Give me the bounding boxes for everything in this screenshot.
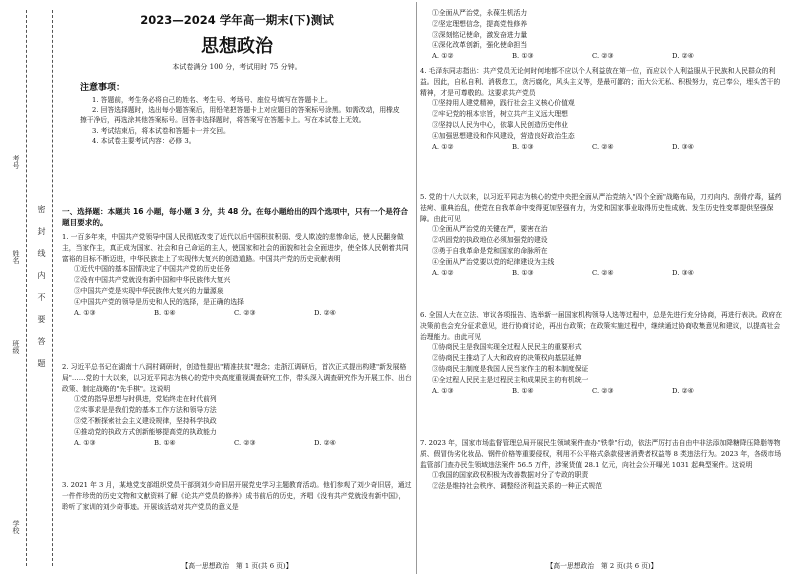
question-stem: 2. 习近平总书记在湖南十八洞村调研时，创造性提出"精准扶贫"理念；走浙江调研后，首次正式提出构建"新发展格局"……党的十大以来，以习近平同志为核心的党中央高度重视调查研究工作，带头深入调查研究作为开展工作、出台政策、制定战略的"先手棋"。这说明 xyxy=(62,363,412,393)
question-option: ④深化改革创新，强化使命担当 xyxy=(432,41,528,50)
question-option: ④全过程人民民主是过程民主和成果民主的有机统一 xyxy=(432,375,589,384)
question-option: ④加强思想建设和作风建设，营造良好政治生态 xyxy=(432,131,575,140)
question-stem: 3. 2021 年 3 月，某地党支部组织党员干部到刘少奇旧居开展党史学习主题教育活动。他们参观了刘少奇旧居，通过一件件珍贵的历史文物和文献资料了解《论共产党员的修养》成书前后的历史，齐唱《没有共产党就没有新中国》，聆听了家训的刘少奇事迹。开展该活动对共产党员的意义是 xyxy=(62,481,412,511)
answer-choice: B. ①③ xyxy=(512,52,534,61)
question-stem: 1. 一百多年来，中国共产党领导中国人民彻底改变了近代以后中国积贫积弱、受人欺凌的悲惨命运，使人民翻身做主，当家作主，真正成为国家、社会和自己命运的主人，使国家和社会的面貌和社会全面进步，使全体人民朝着共同富裕的目标不断迈进，中华民族走上了实现伟大复兴的创造道路。中国共产党的历史贡献表明 xyxy=(62,233,409,263)
question-option: ②法是维持社会秩序、调整经济利益关系的一种正式规范 xyxy=(432,482,602,491)
answer-choice: A. ①② xyxy=(432,52,454,61)
question-option: ③勇于自我革命是党和国家的命脉所在 xyxy=(432,246,548,255)
binding-label-name: 姓名 xyxy=(12,250,20,264)
answer-choice: D. ②④ xyxy=(672,52,694,61)
answer-choice: B. ①④ xyxy=(154,308,176,317)
question-option: ③坚持以人民为中心，依靠人民创造历史伟业 xyxy=(432,120,568,129)
notice-item: 3. 考试结束后，将本试卷和答题卡一并交回。 xyxy=(92,126,230,135)
answer-choice: C. ②④ xyxy=(592,268,614,277)
answer-choice: A. ①② xyxy=(432,142,454,151)
question-option: ①近代中国的基本国情决定了中国共产党的历史任务 xyxy=(74,265,231,274)
binding-label-school: 学校 xyxy=(12,520,20,534)
question-option: ④推动党的执政方式创新能够提高党的执政能力 xyxy=(74,427,217,436)
question-stem: 6. 全国人大在立法、审议各项报告、选举新一届国家机构领导人选等过程中，总是先进行充分协商，再进行表决。政府在决策前也会充分征求意见，进行协商讨论，再出台政策；在政策实施过程中，继续通过协商收集意见和建议，以提高社会治理能力。由此可见 xyxy=(420,311,783,341)
answer-choice: C. ②④ xyxy=(592,142,614,151)
exam-title: 2023—2024 学年高一期末(下)测试 xyxy=(140,13,334,27)
answer-choice: B. ①④ xyxy=(154,438,176,447)
question-5 xyxy=(420,192,784,278)
notice-item: 2. 回答选择题时，选出每小题答案后，用铅笔把答题卡上对应题目的答案标号涂黑。如需改动，用橡皮擦干净后，再选涂其他答案标号。回答非选择题时，将答案写在答题卡上。写在本试卷上无效。 xyxy=(80,106,400,125)
question-option: ③协商民主制度是我国人民当家作主的根本制度保证 xyxy=(432,364,589,373)
answer-choice: B. ①③ xyxy=(512,142,534,151)
question-option: ②实事求是是我们党的基本工作方法和领导方法 xyxy=(74,406,217,415)
question-option: ①党的指导思想与时俱进，党始终走在时代前列 xyxy=(74,395,217,404)
seal-warning: 密封线内不要答题 xyxy=(37,205,46,381)
notice-item: 4. 本试卷主要考试内容：必修 3。 xyxy=(92,136,196,145)
question-1 xyxy=(62,232,412,318)
answer-choice: C. ②③ xyxy=(592,386,614,395)
question-option: ④全面从严治党要以党的纪律建设为主线 xyxy=(432,257,555,266)
answer-choices xyxy=(420,386,784,397)
answer-choice: C. ②③ xyxy=(234,438,256,447)
page-footer: 【高一思想政治 第 2 页(共 6 页)】 xyxy=(546,562,658,570)
page-1 xyxy=(62,0,412,576)
question-stem: 5. 党的十八大以来，以习近平同志为核心的党中央把全面从严治党纳入"四个全面"战略布局，刀刃向内、刮骨疗毒，猛药祛疴、重典治乱，使党在自我革命中变得更加坚强有力，为党和国家事业取得历史性成就、发生历史性变革提供坚强保障。由此可见 xyxy=(420,193,782,223)
answer-choices xyxy=(420,51,784,62)
answer-choice: C. ②③ xyxy=(234,308,256,317)
question-option: ②坚定理想信念，提高党性修养 xyxy=(432,19,528,28)
answer-choices xyxy=(420,142,784,153)
page-footer: 【高一思想政治 第 1 页(共 6 页)】 xyxy=(181,562,293,570)
answer-choice: D. ②④ xyxy=(314,308,336,317)
page-divider xyxy=(416,2,417,574)
answer-choice: A. ①② xyxy=(432,268,454,277)
question-option: ①全面从严治党的关键在严，要害在治 xyxy=(432,225,548,234)
answer-choice: A. ①③ xyxy=(74,438,96,447)
notice-item: 1. 答题前，考生务必将自己的姓名、考生号、考场号、座位号填写在答题卡上。 xyxy=(92,96,332,104)
seal-line-outer xyxy=(26,10,27,566)
answer-choices xyxy=(420,268,784,279)
answer-choice: C. ②③ xyxy=(592,52,614,61)
question-option: ①我国的国家政权积极为改善数据对分了专政的职责 xyxy=(432,471,589,480)
question-6 xyxy=(420,310,784,396)
answer-choice: A. ①③ xyxy=(432,386,454,395)
answer-choice: D. ③④ xyxy=(672,142,694,151)
question-3-options xyxy=(420,8,784,62)
question-option: ③深刻铭记使命，激发奋进力量 xyxy=(432,30,528,39)
question-option: ①坚持用人建党精神，践行社会主义核心价值观 xyxy=(432,99,575,108)
question-stem: 4. 毛泽东同志指出：共产党员无论何时何地都不应以个人利益放在第一位，而应以个人利益服从于民族和人民群众的利益。因此，自私自利、消极怠工，贪污腐化，风头主义等，是最可鄙的；而大公无私、积极努力，克己奉公，埋头苦干的精神，才是可尊敬的。这要求共产党员 xyxy=(420,67,781,97)
answer-choice: D. ②④ xyxy=(672,386,694,395)
question-option: ①全面从严治党，永葆生机活力 xyxy=(432,9,528,17)
section-heading: 一、选择题：本题共 16 小题，每小题 3 分，共 48 分。在每小题给出的四个选项中，只有一个是符合题目要求的。 xyxy=(62,207,409,227)
answer-choice: A. ①③ xyxy=(74,308,96,317)
notice-list xyxy=(80,95,400,146)
question-option: ④中国共产党的领导是历史和人民的选择，是正确的选择 xyxy=(74,297,244,306)
question-3 xyxy=(62,480,412,512)
answer-choice: D. ②④ xyxy=(314,438,336,447)
binding-strip xyxy=(0,0,58,576)
answer-choice: B. ①③ xyxy=(512,268,534,277)
question-option: ①协商民主是我国实现全过程人民民主的重要形式 xyxy=(432,343,582,352)
answer-choices xyxy=(62,308,412,319)
question-option: ③中国共产党是实现中华民族伟大复兴的力量源泉 xyxy=(74,286,224,295)
question-7 xyxy=(420,438,784,492)
seal-line-inner xyxy=(52,10,53,566)
exam-info: 本试卷满分 100 分，考试用时 75 分钟。 xyxy=(172,63,302,71)
question-4 xyxy=(420,66,784,152)
question-2 xyxy=(62,362,412,448)
page-2 xyxy=(420,0,784,576)
question-option: ②没有中国共产党就没有新中国和中华民族伟大复兴 xyxy=(74,276,231,285)
question-option: ③党不断探索社会主义建设规律，坚持科学执政 xyxy=(74,416,217,425)
question-option: ②协商民主推动了人大和政府的决策权向基层延伸 xyxy=(432,354,582,363)
answer-choices xyxy=(62,438,412,449)
notice-heading: 注意事项： xyxy=(80,83,126,93)
binding-label-exam-number: 考号 xyxy=(12,155,20,169)
question-stem: 7. 2023 年，国家市场监督管理总局开展民生领域案件查办"铁拳"行动，依法严厉打击自由中非法添加降糖降压降脂等物质、假冒伪劣化妆品、钢件价格等重要侵权，利用不公平格式条款侵害消费者权益等 8 类违法行为。2023 年，各级市场监管部门查办民生领域违法案件 56.5 万件，涉案货值 28.1 亿元，向社会公开曝光 1031 起典型案件。这说明 xyxy=(420,439,782,469)
exam-subject: 思想政治 xyxy=(201,36,273,57)
binding-label-class: 班级 xyxy=(12,340,20,354)
answer-choice: B. ①④ xyxy=(512,386,534,395)
question-option: ②牢记党的根本宗旨，树立共产主义远大理想 xyxy=(432,110,568,119)
question-option: ②巩固党的执政地位必须加强党的建设 xyxy=(432,236,548,245)
answer-choice: D. ③④ xyxy=(672,268,694,277)
